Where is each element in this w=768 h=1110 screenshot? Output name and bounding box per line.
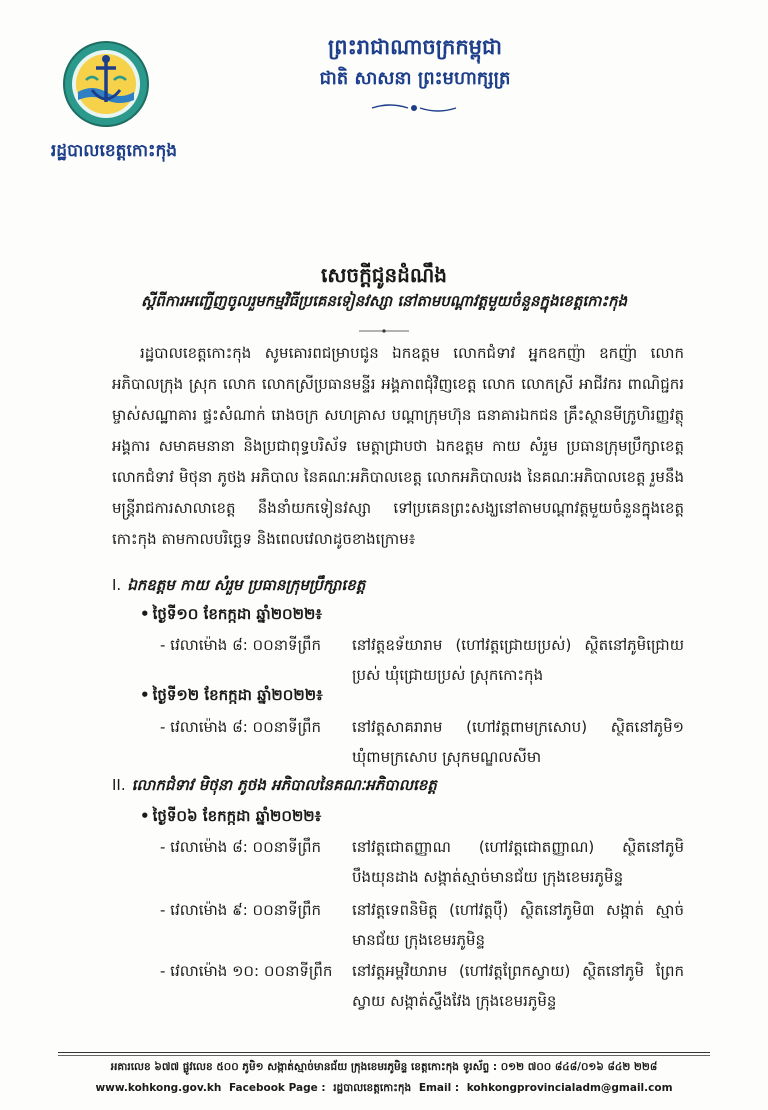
website-link[interactable]: www.kohkong.gov.kh <box>95 1082 222 1094</box>
facebook-link[interactable]: រដ្ឋបាលខេត្តកោះកុង <box>333 1082 412 1094</box>
footer-contacts <box>0 1082 768 1097</box>
national-motto: ជាតិ សាសនា ព្រះមហាក្សត្រ <box>319 68 511 89</box>
date-line: • ថ្ងៃទី១០ ខែកក្កដា ឆ្នាំ២០២២៖ <box>140 605 322 623</box>
entry-time: - វេលាម៉ោង ៨: ០០នាទីព្រឹក <box>160 636 322 654</box>
koh-kong-province-seal-icon <box>62 40 150 128</box>
entry-time: - វេលាម៉ោង ៩: ០០នាទីព្រឹក <box>160 901 322 919</box>
entry-place: នៅវត្តទេពនិមិត្ត (ហៅវត្តប៉ឺ) ស្ថិតនៅភូមិ៣ សង្កាត់ ស្មាច់មានជ័យ ក្រុងខេមរភូមិន្ទ <box>352 901 684 949</box>
schedule-entry <box>160 712 684 772</box>
schedule-entry <box>160 832 684 892</box>
section-heading-2: II. លោកជំទាវ មិថុនា ភូថង អភិបាលនៃគណៈអភិបាលខេត្ត <box>112 776 437 794</box>
page-title: សេចក្ដីជូនដំណឹង <box>321 263 447 287</box>
footer-divider <box>58 1052 710 1053</box>
entry-place: នៅវត្តឧទ័យារាម (ហៅវត្តជ្រោយប្រស់) ស្ថិតនៅភូមិជ្រោយប្រស់ ឃុំជ្រោយប្រស់ ស្រុកកោះកុង <box>352 636 684 684</box>
entry-place: នៅវត្តអម្ពវិយារាម (ហៅវត្តព្រែកស្វាយ) ស្ថិតនៅភូមិ ព្រែកស្វាយ សង្កាត់ស្ទឹងវែង ក្រុងខេមរភូមិន្ទ <box>352 962 684 1010</box>
title-ornament-icon <box>357 320 411 328</box>
issuing-authority: រដ្ឋបាលខេត្តកោះកុង <box>50 141 178 161</box>
page-subtitle: ស្ដីពីការអញ្ជើញចូលរួមកម្មវិធីប្រគេនទៀនវស្សា នៅតាមបណ្ដាវត្តមួយចំនួនក្នុងខេត្តកោះកុង <box>140 292 628 310</box>
schedule-entry <box>160 956 684 1016</box>
date-line: • ថ្ងៃទី១២ ខែកក្កដា ឆ្នាំ២០២២៖ <box>140 686 323 704</box>
footer-divider <box>58 1055 710 1056</box>
entry-place: នៅវត្តជោតញ្ញាណ (ហៅវត្តជោតញ្ញាណ) ស្ថិតនៅភូមិ បឹងយុនដាង សង្កាត់ស្មាច់មានជ័យ ក្រុងខេមរភូមិន្ទ <box>352 838 684 886</box>
kingdom-heading: ព្រះរាជាណាចក្រកម្ពុជា <box>327 35 502 59</box>
notice-paragraph <box>112 338 684 555</box>
schedule-entry <box>160 630 684 690</box>
entry-place: នៅវត្តសាគរារាម (ហៅវត្តពាមក្រសោប) ស្ថិតនៅភូមិ១ ឃុំពាមក្រសោប ស្រុកមណ្ឌលសីមា <box>352 718 684 766</box>
email-label: Email : <box>418 1082 460 1094</box>
notice-paragraph-text: រដ្ឋបាលខេត្តកោះកុង សូមគោរពជម្រាបជូន ឯកឧត្តម លោកជំទាវ អ្នកឧកញ៉ា ឧកញ៉ា លោក អភិបាលក្រុង ស្រុក លោក លោកស្រីប្រធានមន្ទីរ អង្គភាពជុំវិញខេត្ត លោក លោកស្រី អាជីវករ ពាណិជ្ជករ ម្ចាស់សណ្ឋាគារ ផ្ទះសំណាក់ រោងចក្រ សហគ្រាស បណ្ដាក្រុមហ៊ុន ធនាគារឯកជន គ្រឹះស្ថានមីក្រូហិរញ្ញវត្ថុ អង្គការ សមាគមនានា និងប្រជាពុទ្ធបរិស័ទ មេត្តាជ្រាបថា ឯកឧត្តម កាយ សំរួម ប្រធានក្រុមប្រឹក្សាខេត្ត លោកជំទាវ មិថុនា ភូថង អភិបាល នៃគណៈអភិបាលខេត្ត លោកអភិបាលរង នៃគណៈអភិបាលខេត្ត រួមនឹង មន្ត្រីរាជការសាលាខេត្ត នឹងនាំយកទៀនវស្សា ទៅប្រគេនព្រះសង្ឃនៅតាមបណ្ដាវត្តមួយចំនួនក្នុងខេត្តកោះកុង តាមកាលបរិច្ឆេទ និងពេលវេលាដូចខាងក្រោម៖ <box>112 344 684 548</box>
section-heading-1: I. ឯកឧត្តម កាយ សំរួម ប្រធានក្រុមប្រឹក្សាខេត្ត <box>112 576 366 594</box>
entry-time: - វេលាម៉ោង ១០: ០០នាទីព្រឹក <box>160 962 333 980</box>
date-line: • ថ្ងៃទី០៦ ខែកក្កដា ឆ្នាំ២០២២៖ <box>140 807 322 825</box>
footer-address: អគារលេខ ៦៧៧ ផ្លូវលេខ ៥០០ ភូមិ១ សង្កាត់ស្មាច់មានជ័យ ក្រុងខេមរភូមិន្ទ ខេត្តកោះកុង ទូរស័ព្ទ : ០១២ ៧០០ ៨៤៨/០១៦ ៨៤២ ២២៨ <box>110 1061 658 1073</box>
motto-ornament-icon <box>366 100 462 114</box>
schedule-entry <box>160 895 684 955</box>
entry-time: - វេលាម៉ោង ៨: ០០នាទីព្រឹក <box>160 718 322 736</box>
entry-time: - វេលាម៉ោង ៨: ០០នាទីព្រឹក <box>160 838 322 856</box>
email-link[interactable]: kohkongprovincialadm@gmail.com <box>466 1082 673 1094</box>
facebook-label: Facebook Page : <box>229 1082 326 1094</box>
